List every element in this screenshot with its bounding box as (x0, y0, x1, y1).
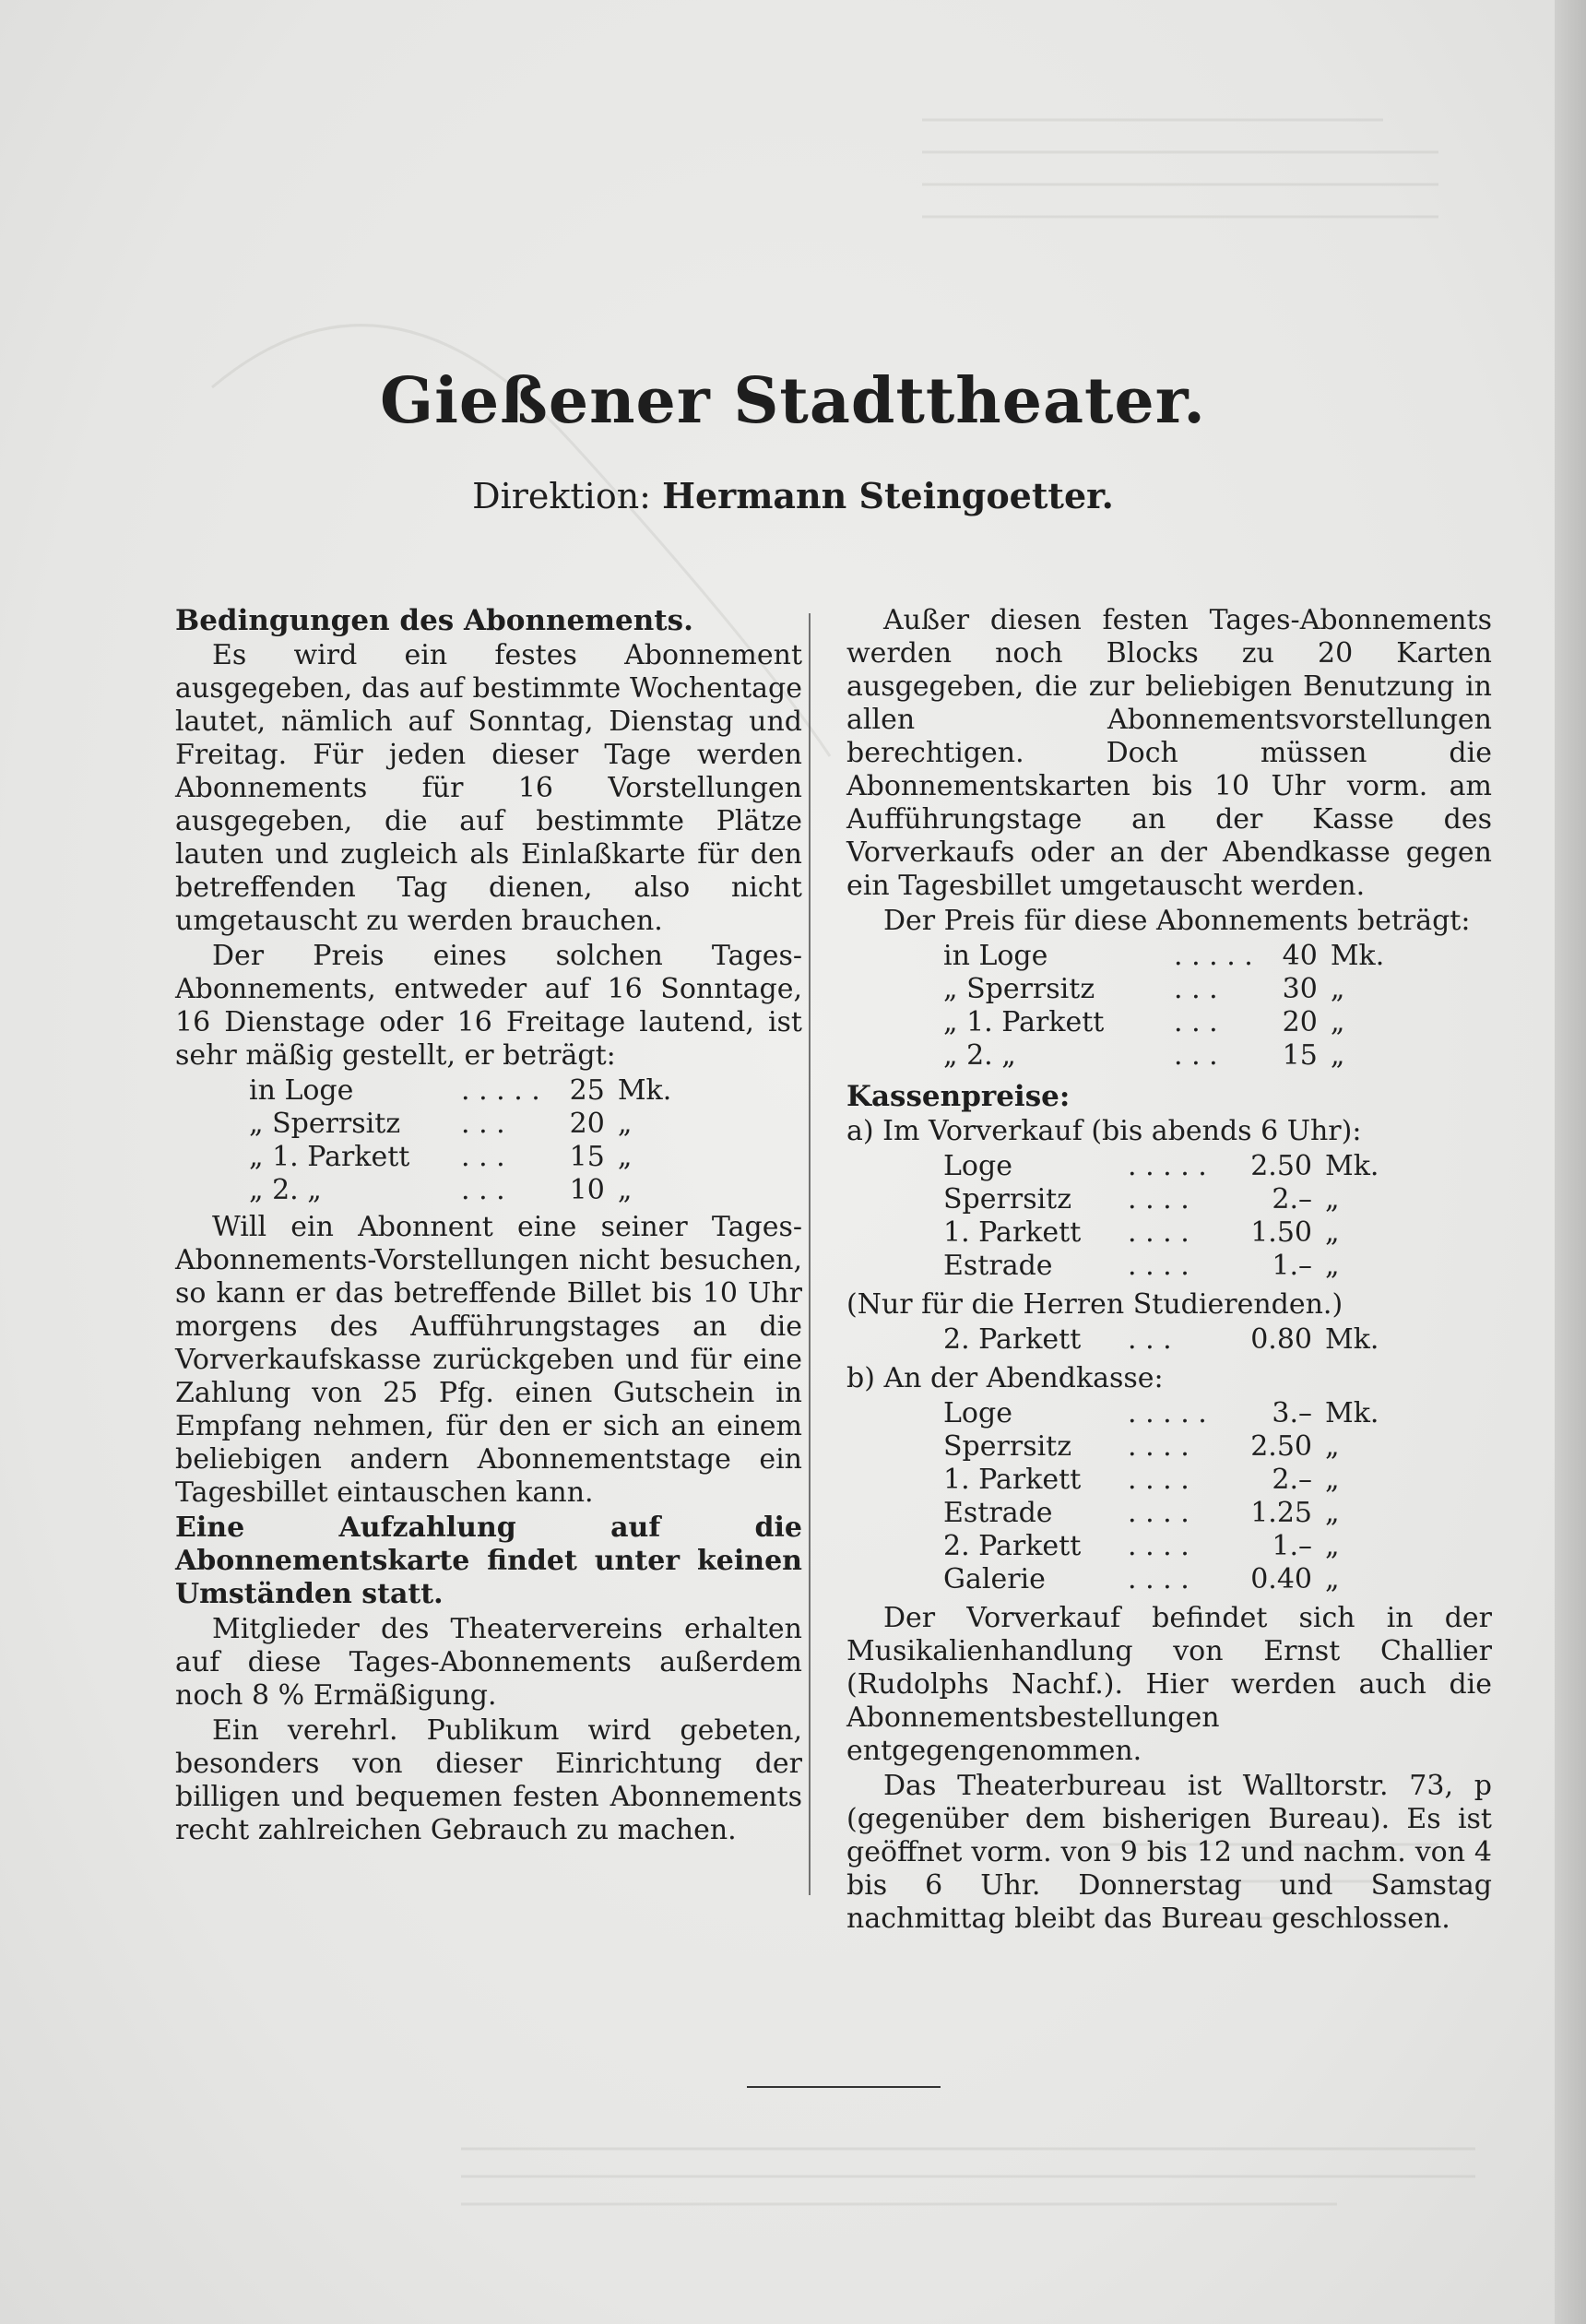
price-unit: „ (1325, 1250, 1340, 1282)
conditions-heading: Bedingungen des Abonnements. (175, 604, 693, 637)
price-row (249, 1141, 671, 1174)
price-label: „ 1. Parkett (249, 1141, 410, 1173)
price-unit: „ (1330, 1006, 1345, 1038)
price-label: Loge (943, 1150, 1012, 1182)
price-dots: . . . . . (1174, 940, 1253, 972)
price-row (943, 1323, 1379, 1357)
binding-edge (1555, 0, 1586, 2324)
price-value: 2.– (1272, 1464, 1312, 1496)
direction-label: Direktion: (472, 476, 651, 516)
price-label: Sperrsitz (943, 1183, 1072, 1215)
paragraph: Der Preis für diese Abonnements beträgt: (883, 905, 1471, 937)
price-unit: Mk. (617, 1074, 672, 1107)
price-value: 0.40 (1250, 1563, 1312, 1595)
price-value: 1.– (1272, 1250, 1312, 1282)
column-divider (809, 613, 811, 1895)
price-value: 2.50 (1250, 1430, 1312, 1463)
price-value: 2.50 (1250, 1150, 1312, 1182)
price-value: 20 (569, 1108, 605, 1140)
price-unit: Mk. (1325, 1323, 1379, 1356)
price-dots: . . . (461, 1141, 505, 1173)
block-price-table (943, 940, 1384, 1073)
price-dots: . . . . (1128, 1216, 1190, 1249)
price-dots: . . . . (1128, 1563, 1190, 1595)
bold-notice: Eine Aufzahlung auf die Abonnementskarte findet unter keinen Umständen statt. (175, 1512, 802, 1610)
price-value: 15 (1282, 1039, 1318, 1072)
price-label: Galerie (943, 1563, 1046, 1595)
price-unit: „ (1325, 1216, 1340, 1249)
price-row (943, 1430, 1379, 1464)
paragraph: Außer diesen festen Tages-Abonnements werden noch Blocks zu 20 Karten ausgegeben, die zur beliebigen Benutzung in allen Abonnementsvorstellungen berechtigen. Doch müssen die Abonnementskarten bis 10 Uhr vorm. am Aufführungstage an der Kasse des Vorverkaufs oder an der Abendkasse gegen ein Tagesbillet umgetauscht werden. (846, 604, 1492, 902)
left-column (175, 604, 802, 1849)
price-value: 1.– (1272, 1530, 1312, 1562)
price-dots: . . . . (1128, 1183, 1190, 1215)
price-row (943, 1464, 1379, 1497)
paragraph: Ein verehrl. Publikum wird gebeten, besonders von dieser Einrichtung der billigen und bequemen festen Abonnements recht zahlreichen Gebrauch zu machen. (175, 1714, 802, 1846)
presale-heading: a) Im Vorverkauf (bis abends 6 Uhr): (846, 1115, 1362, 1147)
price-row (943, 1250, 1379, 1283)
price-unit: „ (1325, 1183, 1340, 1215)
price-value: 40 (1282, 940, 1318, 972)
price-label: Sperrsitz (943, 1430, 1072, 1463)
price-unit: „ (1330, 1039, 1345, 1072)
price-dots: . . . . (1128, 1464, 1190, 1496)
price-dots: . . . . . (461, 1074, 540, 1107)
price-dots: . . . (461, 1174, 505, 1206)
price-unit: „ (1330, 973, 1345, 1005)
price-unit: „ (1325, 1530, 1340, 1562)
price-label: „ 2. „ (943, 1039, 1016, 1072)
price-label: in Loge (943, 940, 1048, 972)
evening-heading: b) An der Abendkasse: (846, 1362, 1164, 1394)
price-unit: „ (1325, 1464, 1340, 1496)
price-row (943, 1183, 1379, 1216)
director-name: Hermann Steingoetter. (662, 475, 1114, 516)
price-label: 1. Parkett (943, 1216, 1082, 1249)
paragraph: Der Vorverkauf befindet sich in der Musikalienhandlung von Ernst Challier (Rudolphs Nachf.). Hier werden auch die Abonnementsbestellungen entgegengenommen. (846, 1602, 1492, 1767)
presale-extra-table (943, 1323, 1379, 1357)
price-row (249, 1074, 671, 1108)
price-label: Estrade (943, 1250, 1053, 1282)
price-value: 1.25 (1250, 1497, 1312, 1529)
direction-line (0, 475, 1586, 516)
price-row (943, 1216, 1379, 1250)
price-row (943, 1530, 1379, 1563)
price-label: 1. Parkett (943, 1464, 1082, 1496)
price-row (943, 1039, 1384, 1073)
price-label: 2. Parkett (943, 1323, 1082, 1356)
price-dots: . . . (1174, 1039, 1218, 1072)
price-dots: . . . . . (1128, 1397, 1207, 1429)
closing-rule (747, 2086, 941, 2088)
evening-price-table (943, 1397, 1379, 1596)
price-label: „ 1. Parkett (943, 1006, 1105, 1038)
price-dots: . . . . (1128, 1250, 1190, 1282)
paragraph: Der Preis eines solchen Tages-Abonnements, entweder auf 16 Sonntage, 16 Dienstage oder 16 Freitage lautend, ist sehr mäßig gestellt, er beträgt: (175, 940, 802, 1072)
price-unit: „ (1325, 1430, 1340, 1463)
price-dots: . . . (461, 1108, 505, 1140)
price-row (249, 1174, 671, 1207)
box-office-heading: Kassenpreise: (846, 1080, 1071, 1113)
price-row (943, 1397, 1379, 1430)
price-label: Loge (943, 1397, 1012, 1429)
price-label: Estrade (943, 1497, 1053, 1529)
price-label: „ 2. „ (249, 1174, 322, 1206)
price-dots: . . . (1174, 1006, 1218, 1038)
right-column (846, 604, 1492, 1938)
paragraph: Mitglieder des Theatervereins erhalten auf diese Tages-Abonnements außerdem noch 8 % Ermäßigung. (175, 1613, 802, 1712)
price-row (943, 1006, 1384, 1039)
price-value: 0.80 (1250, 1323, 1312, 1356)
price-unit: „ (617, 1141, 633, 1173)
price-row (943, 940, 1384, 973)
price-row (943, 973, 1384, 1006)
price-label: 2. Parkett (943, 1530, 1082, 1562)
price-value: 1.50 (1250, 1216, 1312, 1249)
price-dots: . . . . (1128, 1497, 1190, 1529)
price-label: in Loge (249, 1074, 354, 1107)
price-unit: „ (617, 1108, 633, 1140)
price-unit: Mk. (1325, 1397, 1379, 1429)
price-value: 20 (1282, 1006, 1318, 1038)
price-unit: „ (1325, 1497, 1340, 1529)
price-unit: Mk. (1330, 940, 1385, 972)
price-dots: . . . (1128, 1323, 1172, 1356)
paragraph: Es wird ein festes Abonnement ausgegeben, das auf bestimmte Wochentage lautet, nämlich auf Sonntag, Dienstag und Freitag. Für jeden dieser Tage werden Abonnements für 16 Vorstellungen ausgegeben, die auf bestimmte Plätze lauten und zugleich als Einlaßkarte für den betreffenden Tag dienen, also nicht umgetauscht zu werden brauchen. (175, 639, 802, 937)
price-value: 25 (569, 1074, 605, 1107)
price-table (249, 1074, 671, 1207)
price-value: 30 (1282, 973, 1318, 1005)
price-value: 2.– (1272, 1183, 1312, 1215)
price-unit: „ (617, 1174, 633, 1206)
price-value: 15 (569, 1141, 605, 1173)
price-row (943, 1150, 1379, 1183)
price-dots: . . . (1174, 973, 1218, 1005)
presale-price-table (943, 1150, 1379, 1283)
price-label: „ Sperrsitz (943, 973, 1095, 1005)
price-value: 10 (569, 1174, 605, 1206)
price-dots: . . . . (1128, 1430, 1190, 1463)
page-title: Gießener Stadttheater. (380, 364, 1206, 438)
price-dots: . . . . . (1128, 1150, 1207, 1182)
price-row (943, 1563, 1379, 1596)
paragraph: Will ein Abonnent eine seiner Tages-Abonnements-Vorstellungen nicht besuchen, so kann er das betreffende Billet bis 10 Uhr morgens des Aufführungstages an die Vorverkaufskasse zurückgeben und für eine Zahlung von 25 Pfg. einen Gutschein in Empfang nehmen, für den er sich an einem beliebigen andern Abonnementstage ein Tagesbillet eintauschen kann. (175, 1211, 802, 1509)
price-value: 3.– (1272, 1397, 1312, 1429)
price-unit: Mk. (1325, 1150, 1379, 1182)
paragraph: Das Theaterbureau ist Walltorstr. 73, p (gegenüber dem bisherigen Bureau). Es ist geöffnet vorm. von 9 bis 12 und nachm. von 4 bis 6 Uhr. Donnerstag und Samstag nachmittag bleibt das Bureau geschlossen. (846, 1770, 1492, 1935)
price-row (943, 1497, 1379, 1530)
price-dots: . . . . (1128, 1530, 1190, 1562)
students-note: (Nur für die Herren Studierenden.) (846, 1288, 1343, 1321)
price-label: „ Sperrsitz (249, 1108, 401, 1140)
price-row (249, 1108, 671, 1141)
price-unit: „ (1325, 1563, 1340, 1595)
